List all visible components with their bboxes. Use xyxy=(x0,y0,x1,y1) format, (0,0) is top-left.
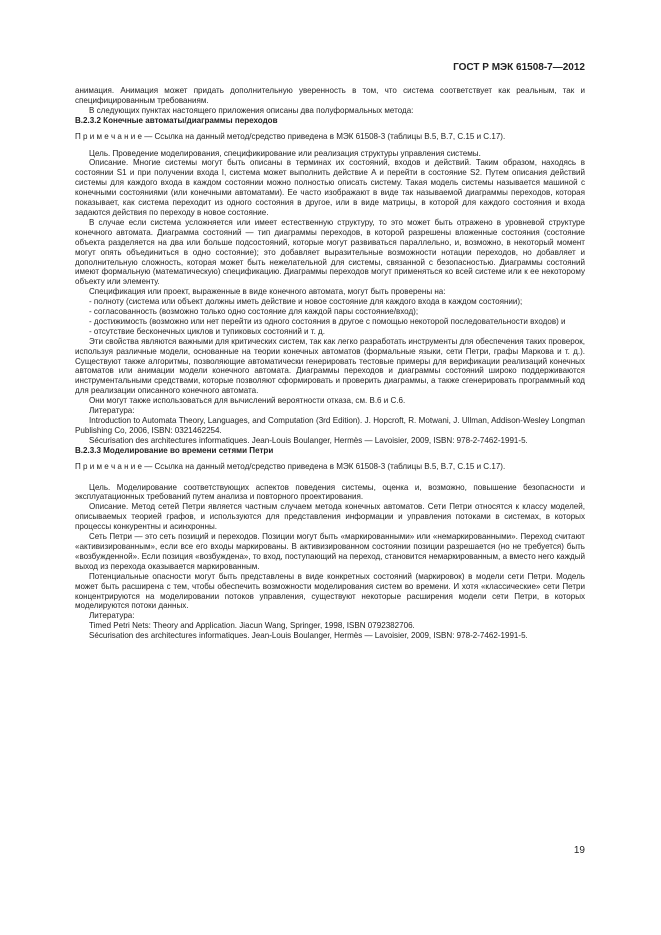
reference: Sécurisation des architectures informatiques. Jean-Louis Boulanger, Hermès — Lavoisier, 2009, ISBN: 978-2-7462-1991-5. xyxy=(89,435,528,445)
paragraph: В случае если система усложняется или имеет естественную структуру, то это может быть отражено в уровневой структуре конечного автомата. Диаграмма состояний — тип диаграммы переходов, в которой разрешены вложенные состояния (состояние объекта разделяется на два или больше подсостояний, которые могут развиваться параллельно, и, возможно, в некоторый момент могут опять объединиться в одно состояние); это добавляет выразительные возможности нотации переходов, но добавляет и дополнительную сложность, которая может быть нежелательной для системы, связанной с безопасностью. Диаграммы состояний имеют формальную (математическую) спецификацию. Диаграммы переходов могут применяться ко всей системе или к ее некоторому объекту или элементу. xyxy=(75,217,585,287)
paragraph: Описание. Многие системы могут быть описаны в терминах их состояний, входов и действий. Таким образом, находясь в состоянии S1 и при получении входа I, система может выполнить действие A и перейти в состояние S2. Путем описания действий системы для каждого входа в каждом состоянии можно полностью описать систему. Такая модель системы называется машиной с конечными состояниями (или конечными автоматами). Ее часто изображают в виде так называемой диаграммы переходов, которая показывает, как система переходит из одного состояния в другое, или в виде матрицы, в которой для каждого состояния и входа задаются действия по переходу в новое состояние. xyxy=(75,158,585,217)
paragraph: В следующих пунктах настоящего приложения описаны два полуформальных метода: xyxy=(89,105,414,115)
page-number: 19 xyxy=(573,845,585,856)
paragraph: Эти свойства являются важными для критических систем, так как легко разработать инструменты для обеспечения таких проверок, используя различные модели, основанные на теории конечных автоматов (формальные языки, сети Петри, графы Маркова и т. д.). Существуют также алгоритмы, позволяющие автоматически генерировать тестовые примеры для верификации реализаций конечных автоматов или анимации модели конечного автомата. Диаграммы переходов и диаграммы состояний широко поддерживаются инструментальными средствами, которые позволяют сформировать и проверить диаграммы, а также сгенерировать программный код для реализации описанного конечного автомата. xyxy=(75,336,585,396)
paragraph: анимация. Анимация может придать дополнительную уверенность в том, что система соответствует как реальным, так и специфицированным требованиям. xyxy=(75,86,585,105)
reference: Timed Petri Nets: Theory and Application. Jiacun Wang, Springer, 1998, ISBN 0792382706. xyxy=(89,621,415,631)
standard-header: ГОСТ Р МЭК 61508-7—2012 xyxy=(453,62,585,73)
paragraph: Спецификация или проект, выраженные в виде конечного автомата, могут быть проверены на: xyxy=(89,287,446,297)
literature-label: Литература: xyxy=(89,406,135,416)
paragraph: Цель. Проведение моделирования, спецификирование или реализация структуры управления системы. xyxy=(89,148,481,158)
note: П р и м е ч а н и е — Ссылка на данный метод/средство приведена в МЭК 61508-3 (таблицы B.5, B.7, C.15 и C.17). xyxy=(75,131,506,141)
literature-label: Литература: xyxy=(89,611,135,621)
note: П р и м е ч а н и е — Ссылка на данный метод/средство приведена в МЭК 61508-3 (таблицы B.5, B.7, C.15 и C.17). xyxy=(75,461,506,471)
list-item: - достижимость (возможно или нет перейти из одного состояния в другое с помощью некоторой последовательности входов) и xyxy=(89,316,566,326)
reference: Introduction to Automata Theory, Languages, and Computation (3rd Edition). J. Hopcroft, R. Motwani, J. Ullman, Addison-Wesley Longman Publishing Co, 2006, ISBN: 0321462254. xyxy=(75,416,585,435)
list-item: - согласованность (возможно только одно состояние для каждой пары состояние/вход); xyxy=(89,307,419,317)
paragraph: Описание. Метод сетей Петри является частным случаем метода конечных автоматов. Сети Петри относятся к классу моделей, описываемых теорией графов, и используются для представления информации и управления потоками в системах, в которых процессы конкурентны и асинхронны. xyxy=(75,502,585,532)
section-heading: B.2.3.3 Моделирование во времени сетями Петри xyxy=(75,445,274,455)
paragraph: Цель. Моделирование соответствующих аспектов поведения системы, оценка и, возможно, повышение безопасности и эксплуатационных требований путем анализа и повторного проектирования. xyxy=(75,482,585,502)
document-body xyxy=(75,86,585,641)
reference: Sécurisation des architectures informatiques. Jean-Louis Boulanger, Hermès — Lavoisier, 2009, ISBN: 978-2-7462-1991-5. xyxy=(89,631,528,641)
paragraph: Потенциальные опасности могут быть представлены в виде конкретных состояний (маркировок) в модели сети Петри. Модель может быть расширена с тем, чтобы обеспечить возможности моделирования систем во времени. И хотя «классические» сети Петри концентрируются на моделировании потоков управления, существуют некоторые расширения модели сети Петри, в которых моделируются потоки данных. xyxy=(75,571,585,611)
section-heading: B.2.3.2 Конечные автоматы/диаграммы переходов xyxy=(75,115,278,125)
paragraph: Сеть Петри — это сеть позиций и переходов. Позиции могут быть «маркированными» или «немаркированными». Переход считают «активизированным», если все его входы маркированы. В активизированном состоянии позиции разрешается (но не требуется) быть «возбужденной». Если позиция «возбуждена», то вход, поступающий на переход, становится немаркированным, а вместо него каждый выход из перехода оказывается маркированным. xyxy=(75,532,585,571)
paragraph: Они могут также использоваться для вычислений вероятности отказа, см. B.6 и C.6. xyxy=(89,396,406,406)
list-item: - полноту (система или объект должны иметь действие и новое состояние для каждого входа в каждом состоянии); xyxy=(89,297,523,307)
list-item: - отсутствие бесконечных циклов и тупиковых состояний и т. д. xyxy=(89,326,325,336)
